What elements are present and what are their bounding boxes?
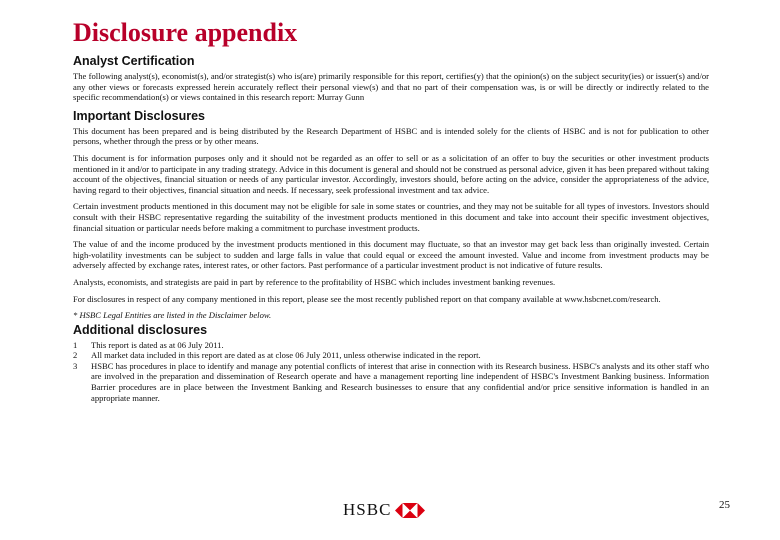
important-disclosures-heading: Important Disclosures	[73, 108, 205, 123]
important-disclosure-paragraph: Analysts, economists, and strategists are paid in part by reference to the profitability of HSBC which includes investment banking revenues.	[73, 276, 556, 287]
page-title: Disclosure appendix	[73, 18, 298, 47]
list-item-text: HSBC has procedures in place to identify and manage any potential conflicts of interest that arise in connection with its Research business. HSBC's analysts and its other staff who are involved in the preparation and dissemination of Research operate and have a management reporting line independent of HSBC's Investment Banking business. Information Barrier procedures are in place between the Investment Banking and Research businesses to ensure that any confidential and/or price sensitive information is handled in an appropriate manner.	[91, 360, 709, 403]
analyst-certification-heading: Analyst Certification	[73, 54, 195, 68]
list-item	[73, 340, 709, 351]
list-item	[73, 361, 709, 403]
list-item-text: This report is dated as at 06 July 2011.	[91, 339, 224, 350]
important-disclosure-paragraph: The value of and the income produced by the investment products mentioned in this document may fluctuate, so that an investor may get back less than originally invested. Certain high-volatility investments can be subject to sudden and large falls in value that could equal or exceed the amount invested. Value and income from investment products may be adversely affected by exchange rates, interest rates, or other factors. Past performance of a particular investment product is not indicative of future results.	[73, 239, 709, 271]
list-item	[73, 350, 709, 361]
hsbc-wordmark: HSBC	[343, 500, 392, 519]
disclosure-page	[73, 18, 709, 403]
list-item-text: All market data included in this report are dated as at close 06 July 2011, unless otherwise indicated in the report.	[91, 350, 481, 361]
important-disclosure-paragraph: Certain investment products mentioned in this document may not be eligible for sale in some states or countries, and they may not be suitable for all types of investors. Investors should consult with their HSBC representative regarding the suitability of the investment products mentioned in this document and take into account their specific investment objectives, financial situation or particular needs before making a commitment to purchase investment products.	[73, 201, 709, 233]
list-item-number: 1	[73, 339, 78, 350]
additional-disclosures-heading: Additional disclosures	[73, 322, 208, 337]
hsbc-hexagon-icon	[395, 503, 425, 518]
important-disclosure-paragraph: For disclosures in respect of any company mentioned in this report, please see the most recently published report on that company available at www.hsbcnet.com/research.	[73, 293, 661, 304]
important-disclosure-paragraph: This document has been prepared and is being distributed by the Research Department of HSBC and is intended solely for the clients of HSBC and is not for publication to other persons, whether through the press or by other means.	[73, 125, 709, 147]
analyst-certification-text: The following analyst(s), economist(s), and/or strategist(s) who is(are) primarily responsible for this report, certifies(y) that the opinion(s) on the subject security(ies) or issuer(s) and/or any other views or forecasts expressed herein accurately reflect their personal view(s) and that no part of their compensation was, is or will be directly or indirectly related to the specific recommendation(s) or views contained in this research report: Murray Gunn	[73, 71, 709, 103]
list-item-number: 3	[73, 360, 78, 371]
legal-entities-footnote: * HSBC Legal Entities are listed in the Disclaimer below.	[73, 310, 272, 321]
page-number: 25	[719, 499, 730, 511]
important-disclosure-paragraph: This document is for information purposes only and it should not be regarded as an offer to sell or as a solicitation of an offer to buy the securities or other investment products mentioned in it and/or to participate in any trading strategy. Advice in this document is general and should not be construed as personal advice, given it has been prepared without taking account of the objectives, financial situation or needs of any particular investor. Accordingly, investors should, before acting on the advice, consider the appropriateness of the advice, having regard to their objectives, financial situation and needs. If necessary, seek professional investment and tax advice.	[73, 152, 709, 195]
hsbc-logo	[343, 500, 425, 520]
list-item-number: 2	[73, 350, 78, 361]
additional-disclosures-list	[73, 340, 709, 404]
